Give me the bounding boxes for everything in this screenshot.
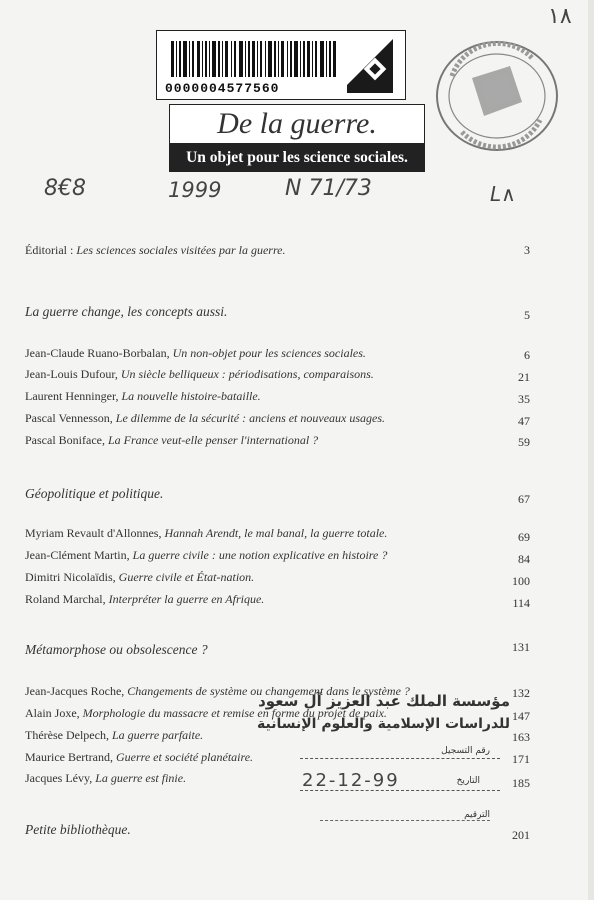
entry-page: 185 — [512, 776, 530, 790]
entry-page: 100 — [512, 574, 530, 588]
entry-author: Jean-Jacques Roche, — [25, 684, 125, 698]
entry-title: La guerre est finie. — [95, 771, 187, 785]
entry-page: 114 — [512, 596, 530, 610]
section-title: Géopolitique et politique. — [25, 486, 164, 501]
editorial-row — [25, 243, 530, 258]
toc-entry — [25, 389, 530, 404]
entry-page: 171 — [512, 752, 530, 766]
stamp-rule — [320, 820, 490, 821]
entry-page: 6 — [524, 348, 530, 362]
editorial-page: 3 — [524, 243, 530, 257]
toc-entry — [25, 570, 530, 585]
handwritten-year: 1999 — [168, 178, 222, 202]
entry-page: 21 — [518, 370, 530, 384]
entry-page: 163 — [512, 730, 530, 744]
stamp-institution-line2: للدراسات الإسلامية والعلوم الإنسانية — [257, 716, 510, 732]
toc-entry — [25, 367, 530, 382]
stamp-registration-label: رقم التسجيل — [441, 746, 490, 756]
stamp-date-value: 22-12-99 — [302, 770, 400, 791]
editorial-label: Éditorial : — [25, 243, 74, 257]
entry-page: 69 — [518, 530, 530, 544]
section-title: La guerre change, les concepts aussi. — [25, 304, 228, 319]
entry-page: 84 — [518, 552, 530, 566]
toc-entry — [25, 592, 530, 607]
toc-entry — [25, 548, 530, 563]
section-title: Petite bibliothèque. — [25, 822, 131, 837]
entry-title: La guerre parfaite. — [111, 728, 204, 742]
page-edge — [588, 0, 594, 900]
subtitle-banner — [169, 144, 425, 172]
toc-entry — [25, 433, 530, 448]
entry-page: 147 — [512, 709, 530, 723]
section-page: 5 — [524, 308, 530, 322]
handwritten-issue: N 71/73 — [285, 176, 372, 201]
stamp-rule — [300, 758, 500, 759]
stamp-date-label: التاريخ — [456, 776, 480, 786]
entry-author: Roland Marchal, — [25, 592, 106, 606]
entry-author: Jacques Lévy, — [25, 771, 93, 785]
entry-title: Guerre et société planétaire. — [115, 750, 254, 764]
entry-author: Alain Joxe, — [25, 706, 80, 720]
entry-title: La France veut-elle penser l'international ? — [107, 433, 319, 447]
section-page: 131 — [512, 640, 530, 654]
entry-title: Le dilemme de la sécurité : anciens et nouveaux usages. — [115, 411, 386, 425]
entry-author: Laurent Henninger, — [25, 389, 119, 403]
entry-title: Un non-objet pour les sciences sociales. — [172, 346, 366, 360]
toc-entry — [25, 346, 530, 361]
page-subtitle: Un objet pour les science sociales. — [186, 149, 408, 166]
entry-author: Jean-Claude Ruano-Borbalan, — [25, 346, 170, 360]
library-logo-icon — [347, 39, 393, 93]
handwritten-page-mark: ١٨ — [548, 4, 572, 29]
title-box — [169, 104, 425, 144]
entry-title: La nouvelle histoire-bataille. — [121, 389, 261, 403]
entry-author: Maurice Bertrand, — [25, 750, 113, 764]
barcode-label — [156, 30, 406, 100]
handwritten-mark: L∧ — [490, 182, 516, 206]
stamp-class-label: الترقيم — [464, 810, 490, 820]
entry-page: 47 — [518, 414, 530, 428]
barcode-number: 0000004577560 — [165, 81, 280, 96]
entry-page: 35 — [518, 392, 530, 406]
entry-title: Un siècle belliqueux : périodisations, comparaisons. — [120, 367, 374, 381]
entry-page: 132 — [512, 686, 530, 700]
entry-author: Pascal Boniface, — [25, 433, 105, 447]
editorial-title: Les sciences sociales visitées par la guerre. — [76, 243, 286, 257]
entry-author: Jean-Louis Dufour, — [25, 367, 118, 381]
entry-author: Thérèse Delpech, — [25, 728, 109, 742]
entry-title: Guerre civile et État-nation. — [118, 570, 255, 584]
section-page: 67 — [518, 492, 530, 506]
entry-author: Dimitri Nicolaïdis, — [25, 570, 116, 584]
stamp-institution-line1: مؤسسة الملك عبد العزيز آل سعود — [258, 692, 510, 710]
entry-title: Morphologie du massacre et remise en forme du projet de paix. — [82, 706, 387, 720]
toc-entry — [25, 411, 530, 426]
stamp-rule — [300, 790, 500, 791]
entry-page: 59 — [518, 435, 530, 449]
entry-author: Jean-Clément Martin, — [25, 548, 130, 562]
entry-title: La guerre civile : une notion explicative en histoire ? — [132, 548, 388, 562]
entry-title: Hannah Arendt, le mal banal, la guerre totale. — [164, 526, 388, 540]
page-title: De la guerre. — [217, 107, 377, 140]
circular-seal-stamp — [432, 36, 562, 156]
section-page: 201 — [512, 828, 530, 842]
handwritten-code: 8€8 — [44, 176, 86, 201]
entry-title: Changements de système ou changement dans le système ? — [127, 684, 410, 698]
entry-author: Myriam Revault d'Allonnes, — [25, 526, 162, 540]
toc-entry — [25, 526, 530, 541]
barcode-bars — [171, 41, 336, 77]
entry-title: Interpréter la guerre en Afrique. — [108, 592, 265, 606]
entry-author: Pascal Vennesson, — [25, 411, 113, 425]
section-title: Métamorphose ou obsolescence ? — [25, 642, 208, 657]
